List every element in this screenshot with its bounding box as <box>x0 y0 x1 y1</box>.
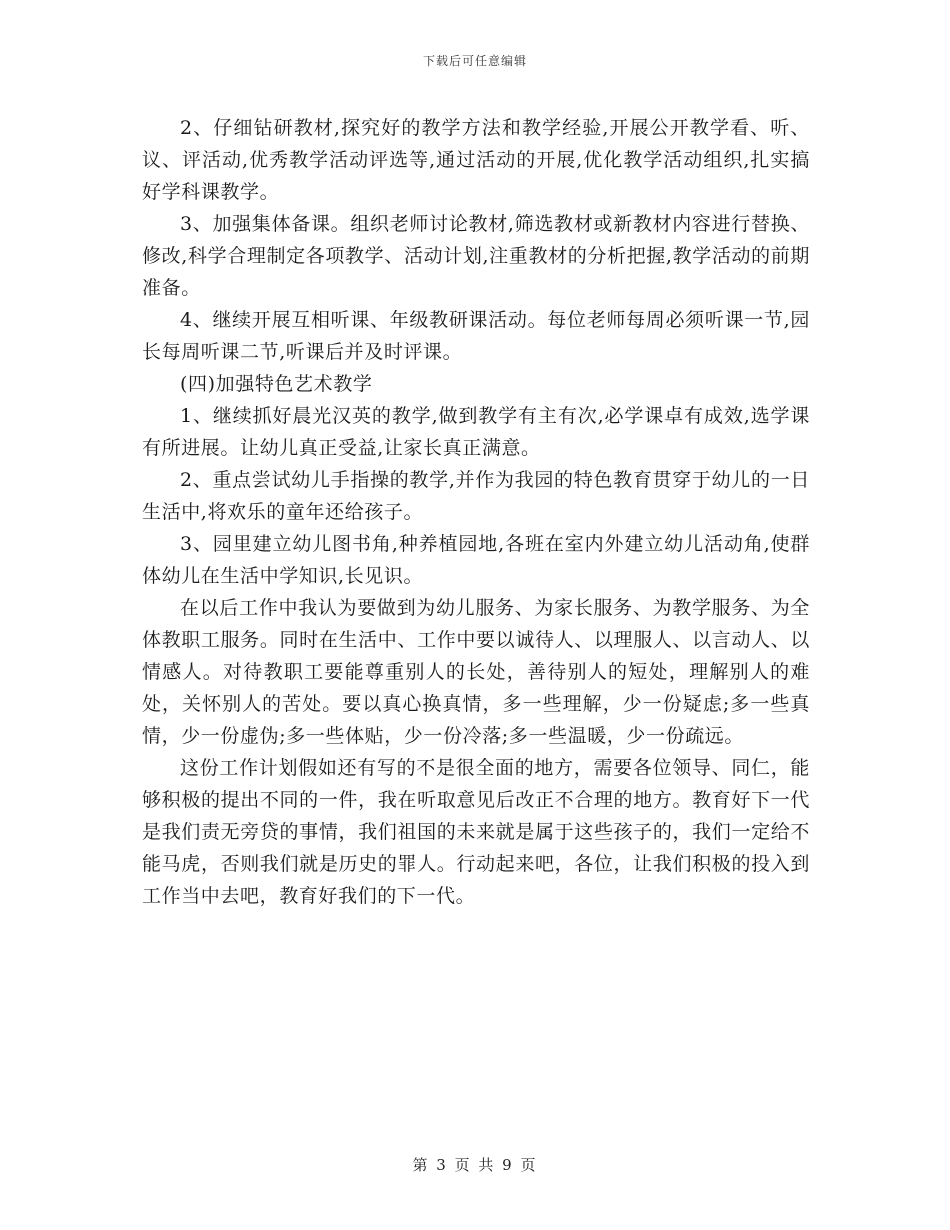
section-heading: (四)加强特色艺术教学 <box>180 373 373 395</box>
paragraph-5: 2、重点尝试幼儿手指操的教学,并作为我园的特色教育贯穿于幼儿的一日生活中,将欢乐的童年还给孩子。 <box>142 469 810 523</box>
paragraph-3: 4、继续开展互相听课、年级教研课活动。每位老师每周必须听课一节,园长每周听课二节,听课后并及时评课。 <box>142 309 810 363</box>
paragraph-7: 在以后工作中我认为要做到为幼儿服务、为家长服务、为教学服务、为全体教职工服务。同时在生活中、工作中要以诚待人、以理服人、以言动人、以情感人。对待教职工要能尊重别人的长处，善待别人的短处，理解别人的难处，关怀别人的苦处。要以真心换真情，多一些理解，少一份疑虑;多一些真情，少一份虚伪;多一些体贴，少一份冷落;多一些温暖，少一份疏远。 <box>142 597 810 747</box>
page-header: 下载后可任意编辑 <box>422 54 527 68</box>
paragraph-1: 2、仔细钻研教材,探究好的教学方法和教学经验,开展公开教学看、听、议、评活动,优秀教学活动评选等,通过活动的开展,优化教学活动组织,扎实搞好学科课教学。 <box>142 117 810 203</box>
document-body <box>142 112 810 912</box>
paragraph-4: 1、继续抓好晨光汉英的教学,做到教学有主有次,必学课卓有成效,选学课有所进展。让幼儿真正受益,让家长真正满意。 <box>142 405 810 459</box>
paragraph-2: 3、加强集体备课。组织老师讨论教材,筛选教材或新教材内容进行替换、修改,科学合理制定各项教学、活动计划,注重教材的分析把握,教学活动的前期准备。 <box>142 213 810 299</box>
paragraph-8: 这份工作计划假如还有写的不是很全面的地方，需要各位领导、同仁，能够积极的提出不同的一件，我在听取意见后改正不合理的地方。教育好下一代是我们责无旁贷的事情，我们祖国的未来就是属于这些孩子的，我们一定给不能马虎，否则我们就是历史的罪人。行动起来吧，各位，让我们积极的投入到工作当中去吧，教育好我们的下一代。 <box>142 757 810 907</box>
paragraph-6: 3、园里建立幼儿图书角,种养植园地,各班在室内外建立幼儿活动角,使群体幼儿在生活中学知识,长见识。 <box>142 533 810 587</box>
page-number: 第 3 页 共 9 页 <box>412 1156 538 1174</box>
